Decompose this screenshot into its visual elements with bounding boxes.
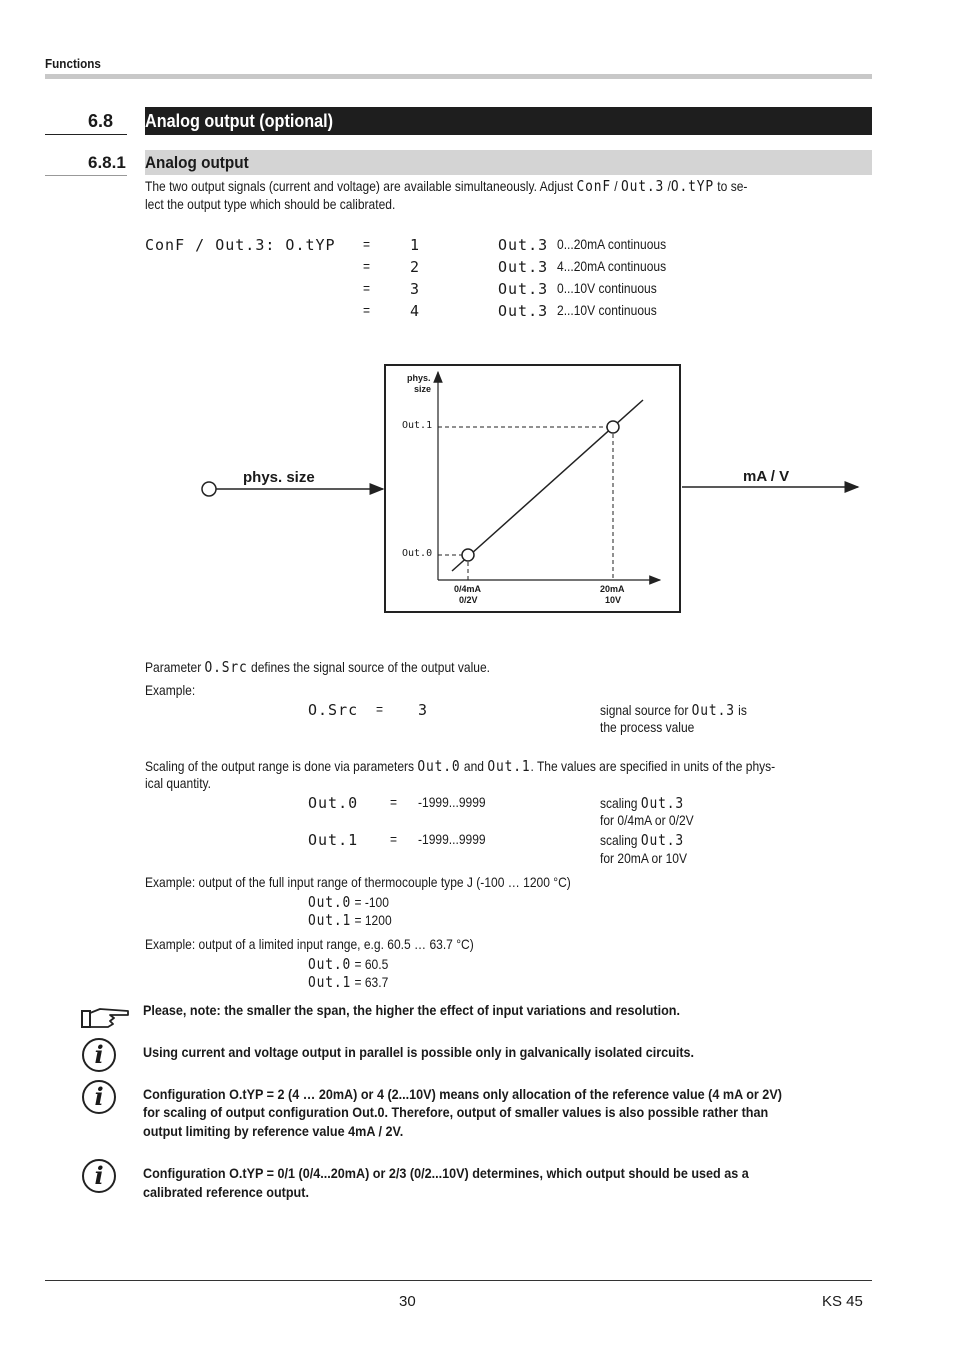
info-icon: i: [82, 1080, 116, 1114]
example1-value: = 1200: [354, 912, 392, 928]
scaling-row-param: Out.1: [308, 831, 359, 849]
src-row-param: O.Src: [308, 701, 359, 719]
section-title: Analog output (optional): [145, 111, 334, 131]
type-row-desc: 0...10V continuous: [557, 280, 657, 296]
scaling-row-range: -1999...9999: [418, 831, 486, 847]
type-row-value: 1: [410, 236, 421, 254]
info-config-line-1: Configuration O.tYP = 2 (4 … 20mA) or 4 (2...10V) means only allocation of the reference value (4 mA or 2V): [143, 1086, 782, 1102]
slash: /: [667, 178, 671, 194]
param-out0: Out.0: [417, 757, 461, 775]
info-calibrated-line-1: Configuration O.tYP = 0/1 (0/4...20mA) or 2/3 (0/2...10V) determines, which output should be used as a: [143, 1165, 749, 1181]
type-row-eq: =: [363, 236, 371, 252]
type-row-eq: =: [363, 280, 371, 296]
input-label: phys. size: [243, 469, 315, 486]
param-otyp: O.tYP: [670, 177, 714, 195]
out0-axis-label: Out.0: [402, 548, 433, 559]
info-config-line-2: for scaling of output configuration Out.0. Therefore, output of smaller values is also possible rather than: [143, 1104, 769, 1120]
section-number: 6.8: [88, 111, 114, 131]
src-desc-line-1: [600, 701, 747, 719]
scaling-desc-text: scaling: [600, 795, 638, 811]
param-osrc: O.Src: [204, 658, 248, 676]
src-row-value: 3: [418, 701, 429, 719]
example1-value: = -100: [354, 894, 389, 910]
type-row-desc: 4...20mA continuous: [557, 258, 667, 274]
scaling-line-1: [145, 757, 775, 775]
x-tick-low-1: 0/4mA: [454, 584, 482, 594]
page-number: 30: [399, 1293, 416, 1310]
scaling-row-range: -1999...9999: [418, 794, 486, 810]
x-tick-high-2: 10V: [605, 595, 622, 605]
point-out0: [462, 549, 474, 561]
example2-param: Out.1: [308, 973, 352, 991]
src-parameter-text: Parameter: [145, 659, 202, 675]
src-line: [145, 658, 490, 676]
footer-rule: [45, 1280, 872, 1281]
type-table-label: ConF / Out.3: O.tYP: [145, 236, 336, 254]
example2-value: = 63.7: [354, 974, 389, 990]
example2-text: Example: output of a limited input range, e.g. 60.5 … 63.7 °C): [145, 936, 474, 952]
example1-param: Out.1: [308, 911, 352, 929]
type-row-value: 2: [410, 258, 421, 276]
converter-box: [385, 365, 680, 612]
scaling-row-desc-2: for 20mA or 10V: [600, 850, 688, 866]
intro-line-2: lect the output type which should be calibrated.: [145, 196, 396, 212]
scaling-text: Scaling of the output range is done via parameters: [145, 758, 415, 774]
example1-row-1: [308, 911, 392, 929]
scaling-desc-out: Out.3: [640, 831, 684, 849]
src-desc-text: signal source for: [600, 702, 689, 718]
example2-value: = 60.5: [354, 956, 389, 972]
output-label: mA / V: [743, 468, 790, 485]
src-desc-out: Out.3: [691, 701, 735, 719]
src-desc-line-2: the process value: [600, 719, 695, 735]
type-row-value: 4: [410, 302, 421, 320]
out1-axis-label: Out.1: [402, 420, 433, 431]
src-row-eq: =: [376, 701, 384, 717]
example2-row-0: [308, 955, 388, 973]
scaling-line-2: ical quantity.: [145, 775, 212, 791]
scaling-and: and: [463, 758, 484, 774]
x-tick-low-2: 0/2V: [459, 595, 478, 605]
intro-text: The two output signals (current and voltage) are available simultaneously. Adjust: [145, 178, 574, 194]
param-out1: Out.1: [487, 757, 531, 775]
src-desc-is: is: [738, 702, 747, 718]
info-icon: i: [82, 1159, 116, 1193]
scaling-row-desc: [600, 831, 684, 849]
src-defines-text: defines the signal source of the output value.: [251, 659, 490, 675]
slash: /: [614, 178, 618, 194]
scaling-text-end: . The values are specified in units of the phys-: [530, 758, 776, 774]
example1-row-0: [308, 893, 389, 911]
type-row-out: Out.3: [498, 302, 549, 320]
param-out3: Out.3: [620, 177, 665, 195]
example1-param: Out.0: [308, 893, 352, 911]
pointing-hand-icon: [80, 1005, 132, 1031]
example2-param: Out.0: [308, 955, 352, 973]
scaling-row-param: Out.0: [308, 794, 359, 812]
example1-text: Example: output of the full input range of thermocouple type J (-100 … 1200 °C): [145, 874, 571, 890]
type-row-eq: =: [363, 258, 371, 274]
param-conf: ConF: [576, 177, 611, 195]
info-parallel-outputs: Using current and voltage output in parallel is possible only in galvanically isolated circuits.: [143, 1044, 695, 1060]
type-row-out: Out.3: [498, 236, 549, 254]
input-terminal: [202, 482, 216, 496]
type-row-desc: 2...10V continuous: [557, 302, 657, 318]
subsection-title: Analog output: [145, 153, 249, 172]
scaling-row-desc-2: for 0/4mA or 0/2V: [600, 812, 694, 828]
type-row-out: Out.3: [498, 280, 549, 298]
type-row-out: Out.3: [498, 258, 549, 276]
scaling-row-eq: =: [390, 794, 398, 810]
info-icon: i: [82, 1038, 116, 1072]
y-axis-label-2: size: [414, 384, 432, 394]
type-row-eq: =: [363, 302, 371, 318]
subsection-number: 6.8.1: [88, 153, 126, 172]
example2-row-1: [308, 973, 388, 991]
scaling-desc-out: Out.3: [640, 794, 684, 812]
running-header: Functions: [45, 56, 101, 71]
type-row-value: 3: [410, 280, 421, 298]
info-config-line-3: output limiting by reference value 4mA / 2V.: [143, 1123, 404, 1139]
point-out1: [607, 421, 619, 433]
intro-text-end: to se-: [717, 178, 748, 194]
x-tick-high-1: 20mA: [600, 584, 625, 594]
model-name: KS 45: [822, 1293, 863, 1310]
scaling-diagram: [0, 0, 954, 640]
example-label: Example:: [145, 682, 196, 698]
info-calibrated-line-2: calibrated reference output.: [143, 1184, 309, 1200]
y-axis-label-1: phys.: [407, 373, 431, 383]
note-span-warning: Please, note: the smaller the span, the higher the effect of input variations and resolution.: [143, 1002, 681, 1018]
scaling-desc-text: scaling: [600, 832, 638, 848]
type-row-desc: 0...20mA continuous: [557, 236, 667, 252]
scaling-row-desc: [600, 794, 684, 812]
scaling-row-eq: =: [390, 831, 398, 847]
